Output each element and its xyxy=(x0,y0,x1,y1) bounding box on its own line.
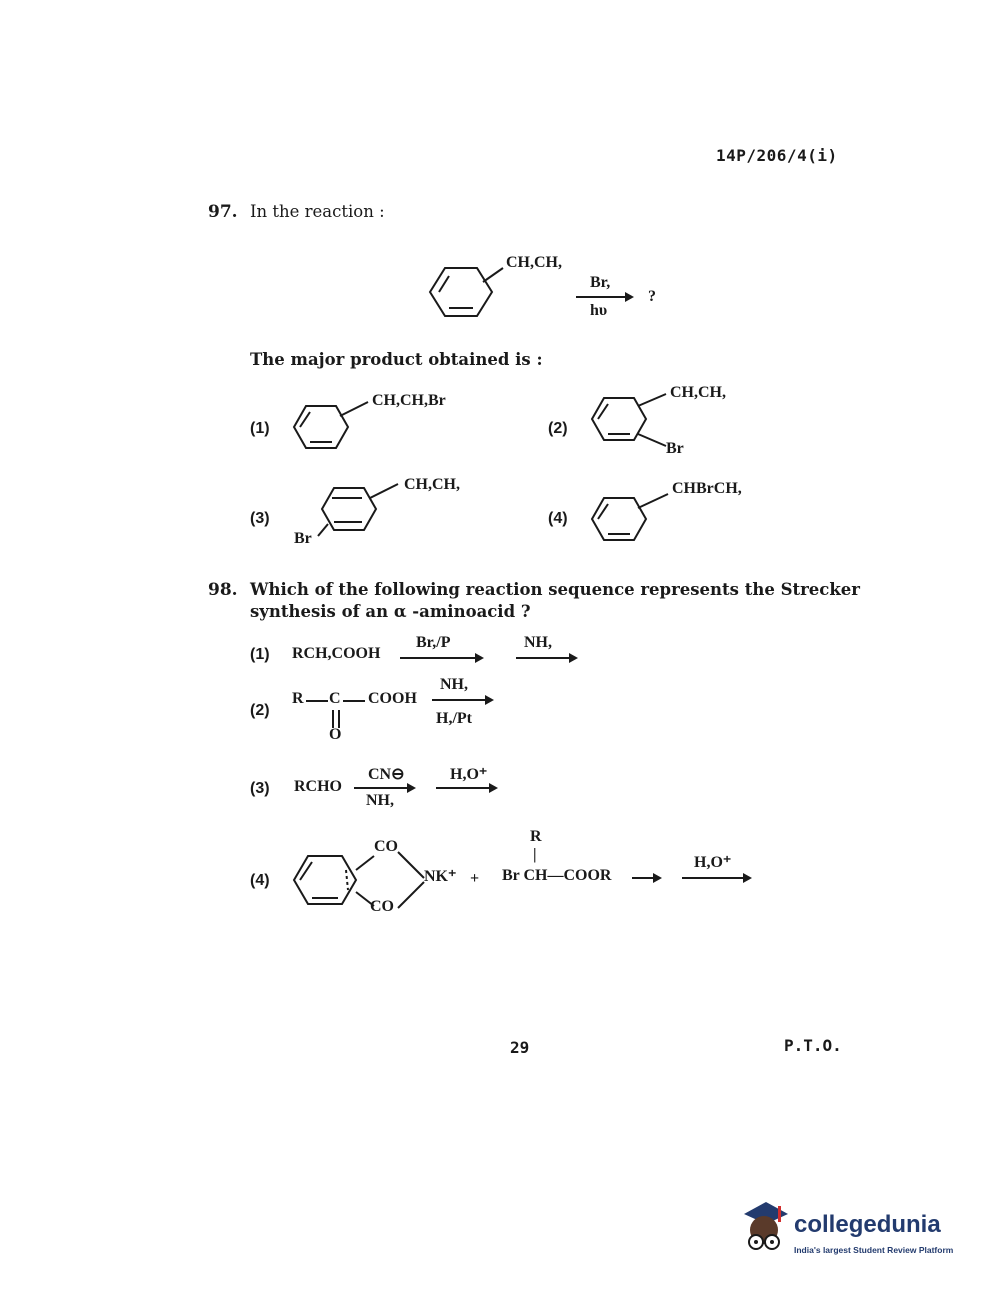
q97-option-3-bromo: Br xyxy=(294,530,312,547)
q98-option-4-label: (4) xyxy=(250,872,270,889)
q98-option-2-arrow xyxy=(432,699,492,701)
q98-option-4-co-top: CO xyxy=(374,838,398,855)
question-98-number: 98. xyxy=(208,580,238,600)
q97-option-2-substituent: CH,CH, xyxy=(670,384,726,401)
q97-option-3-structure xyxy=(318,484,408,544)
q98-option-3-reagent1-bottom: NH, xyxy=(366,792,394,809)
collegedunia-tagline: India's largest Student Review Platform xyxy=(794,1245,954,1255)
q97-option-3-substituent: CH,CH, xyxy=(404,476,460,493)
q98-option-2-cooh: COOH xyxy=(368,690,417,707)
q97-option-3-label: (3) xyxy=(250,510,270,527)
q98-option-2-oxygen: O xyxy=(329,726,342,743)
question-97-text: In the reaction : xyxy=(250,202,385,221)
q98-option-4-arrow1 xyxy=(632,877,660,879)
q98-option-1-arrow2 xyxy=(516,657,576,659)
q98-option-2-label: (2) xyxy=(250,702,270,719)
q98-option-4-bond: | xyxy=(533,846,537,863)
reaction-arrow xyxy=(576,296,632,298)
paper-code: 14P/206/4(i) xyxy=(716,146,838,165)
q98-option-2-r: R xyxy=(292,690,304,707)
q97-option-2-structure xyxy=(588,394,678,454)
reagent-light: hυ xyxy=(590,302,608,319)
q98-option-3-reagent2: H,O⁺ xyxy=(450,766,488,783)
q98-option-2-c: C xyxy=(329,690,341,707)
q98-option-3-arrow2 xyxy=(436,787,496,789)
q98-option-2-bond1 xyxy=(306,700,328,702)
q97-option-4-label: (4) xyxy=(548,510,568,527)
q98-option-4-halide: Br CH—COOR xyxy=(502,867,612,884)
q98-option-3-arrow1 xyxy=(354,787,414,789)
q97-option-2-bromo: Br xyxy=(666,440,684,457)
q98-option-3-reagent1-top: CN⊖ xyxy=(368,766,405,783)
question-98-text-line1: Which of the following reaction sequence represents the Strecker xyxy=(250,580,860,599)
question-98-text-line2: synthesis of an α -aminoacid ? xyxy=(250,602,531,621)
question-97-number: 97. xyxy=(208,202,238,222)
q98-option-1-reactant: RCH,COOH xyxy=(292,645,381,662)
q98-option-4-co-bottom: CO xyxy=(370,898,394,915)
q98-option-3-reactant: RCHO xyxy=(294,778,342,795)
product-unknown: ? xyxy=(648,288,656,305)
q98-option-1-label: (1) xyxy=(250,646,270,663)
q97-option-1-substituent: CH,CH,Br xyxy=(372,392,446,409)
q98-option-4-plus: + xyxy=(470,870,480,887)
q98-option-1-reagent2: NH, xyxy=(524,634,552,651)
q98-option-2-reagent-top: NH, xyxy=(440,676,468,693)
q98-option-2-reagent-bottom: H,/Pt xyxy=(436,710,472,727)
question-97-prompt: The major product obtained is : xyxy=(250,350,543,369)
q98-option-1-reagent1: Br,/P xyxy=(416,634,451,651)
collegedunia-brand: collegedunia xyxy=(794,1211,941,1238)
q98-option-4-arrow2 xyxy=(682,877,750,879)
q97-option-1-structure xyxy=(290,402,380,452)
q97-option-4-substituent: CHBrCH, xyxy=(672,480,742,497)
reagent-br2: Br, xyxy=(590,274,611,291)
q98-option-1-arrow1 xyxy=(400,657,482,659)
pto-mark: P.T.O. xyxy=(784,1036,842,1055)
q98-option-2-bond2 xyxy=(343,700,365,702)
phthalimide-structure xyxy=(290,848,430,914)
collegedunia-logo-icon xyxy=(738,1196,794,1256)
q97-option-2-label: (2) xyxy=(548,420,568,437)
q98-option-4-nk: NK⁺ xyxy=(424,868,457,885)
q98-option-4-r: R xyxy=(530,828,542,845)
page-number: 29 xyxy=(510,1038,530,1057)
q97-option-1-label: (1) xyxy=(250,420,270,437)
q98-option-4-reagent: H,O⁺ xyxy=(694,854,732,871)
q97-option-4-structure xyxy=(588,494,678,544)
reactant-substituent: CH,CH, xyxy=(506,254,562,271)
q98-option-3-label: (3) xyxy=(250,780,270,797)
